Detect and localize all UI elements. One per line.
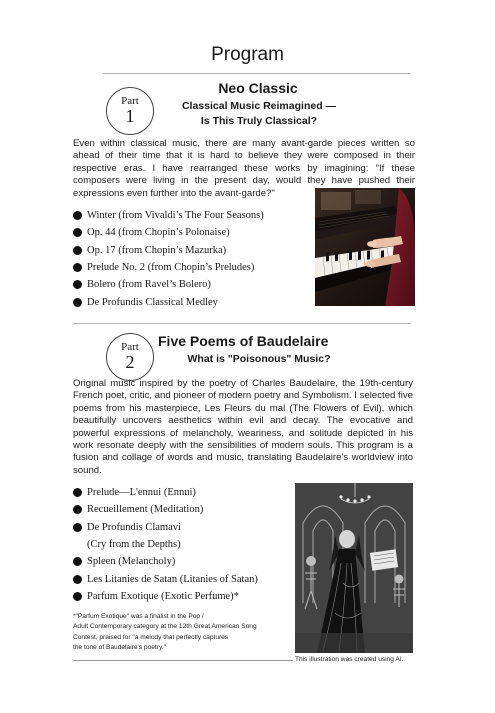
list-item: De Profundis Clamavi xyxy=(73,519,295,536)
part-1-badge-number: 1 xyxy=(125,106,135,126)
list-item: Winter (from Vivaldi’s The Four Seasons) xyxy=(73,207,313,224)
list-item: Les Litanies de Satan (Litanies of Satan) xyxy=(73,570,295,587)
bullet-icon xyxy=(73,298,82,307)
list-item: Op. 44 (from Chopin’s Polonaise) xyxy=(73,224,313,241)
list-item: Spleen (Melancholy) xyxy=(73,553,295,570)
part-1-subtitle-line-2: Is This Truly Classical? xyxy=(200,115,318,127)
list-item: Parfum Exotique (Exotic Perfume)* xyxy=(73,588,295,605)
list-item-continuation: (Cry from the Depths) xyxy=(87,539,181,551)
bullet-icon xyxy=(73,523,82,532)
list-item: Bolero (from Ravel’s Bolero) xyxy=(73,276,313,293)
part-1-program-list xyxy=(73,207,313,311)
part-2-badge-word: Part xyxy=(121,341,139,353)
part-1-title: Neo Classic xyxy=(218,80,298,96)
section-divider xyxy=(73,323,411,324)
part-1-badge-word: Part xyxy=(121,95,139,107)
part-1-intro: Even within classical music, there are many avant-garde pieces written so ahead of their time that it is hard to believe they were composed in their respective eras. I have rearranged these works by imagining: "If these composers were living in the present day, would they have pushed their expressions even further into the avant-garde?" xyxy=(73,138,415,199)
part-2-title: Five Poems of Baudelaire xyxy=(158,333,329,349)
bullet-icon xyxy=(73,575,82,584)
illustration-caption: This illustration was created using AI. xyxy=(295,656,404,663)
footnote xyxy=(73,612,295,654)
part-2-program-list xyxy=(73,484,295,605)
part-1-badge xyxy=(106,87,154,135)
footnote-rule xyxy=(73,660,293,661)
gothic-illustration xyxy=(295,483,413,653)
list-item: Recueillement (Meditation) xyxy=(73,501,295,518)
bullet-icon xyxy=(73,228,82,237)
bullet-icon xyxy=(73,263,82,272)
bullet-icon xyxy=(73,246,82,255)
bullet-icon xyxy=(73,557,82,566)
footnote-line: Contest, praised for "a melody that perfectly captures xyxy=(73,633,229,641)
bullet-icon xyxy=(73,488,82,497)
footnote-line: Adult Contemporary category at the 12th Great American Song xyxy=(73,623,257,631)
part-2-badge xyxy=(106,333,154,381)
list-item: Prelude—L'ennui (Ennui) xyxy=(73,484,295,501)
part-2-intro: Original music inspired by the poetry of Charles Baudelaire, the 19th-century French poet, critic, and pioneer of modern poetry and Symbolism. I selected five poems from his masterpiece, Les Fleurs du mal (The Flowers of Evil), which beautifully uncovers aesthetics within evil and decay. The evocative and powerful expressions of melancholy, weariness, and solitude depicted in his work resonate deeply with the sensibilities of modern souls. This program is a fusion and collage of words and music, translating Baudelaire’s worldview into sound. xyxy=(73,378,413,476)
bullet-icon xyxy=(73,592,82,601)
list-item: Op. 17 (from Chopin’s Mazurka) xyxy=(73,242,313,259)
list-item: Prelude No. 2 (from Chopin’s Preludes) xyxy=(73,259,313,276)
footnote-line: the tone of Baudelaire's poetry." xyxy=(73,644,166,652)
title-divider xyxy=(103,73,411,74)
footnote-line: *"Parfum Exotique" was a finalist in the Pop / xyxy=(73,613,204,620)
part-1-subtitle xyxy=(160,99,358,129)
bullet-icon xyxy=(73,211,82,220)
list-item: De Profundis Classical Medley xyxy=(73,293,313,310)
bullet-icon xyxy=(73,505,82,514)
part-1-subtitle-line-1: Classical Music Reimagined — xyxy=(181,100,337,112)
part-2-subtitle: What is "Poisonous" Music? xyxy=(187,353,331,365)
bullet-icon xyxy=(73,280,82,289)
page-title: Program xyxy=(211,44,284,65)
part-2-badge-number: 2 xyxy=(125,352,135,372)
piano-photo xyxy=(315,188,415,306)
